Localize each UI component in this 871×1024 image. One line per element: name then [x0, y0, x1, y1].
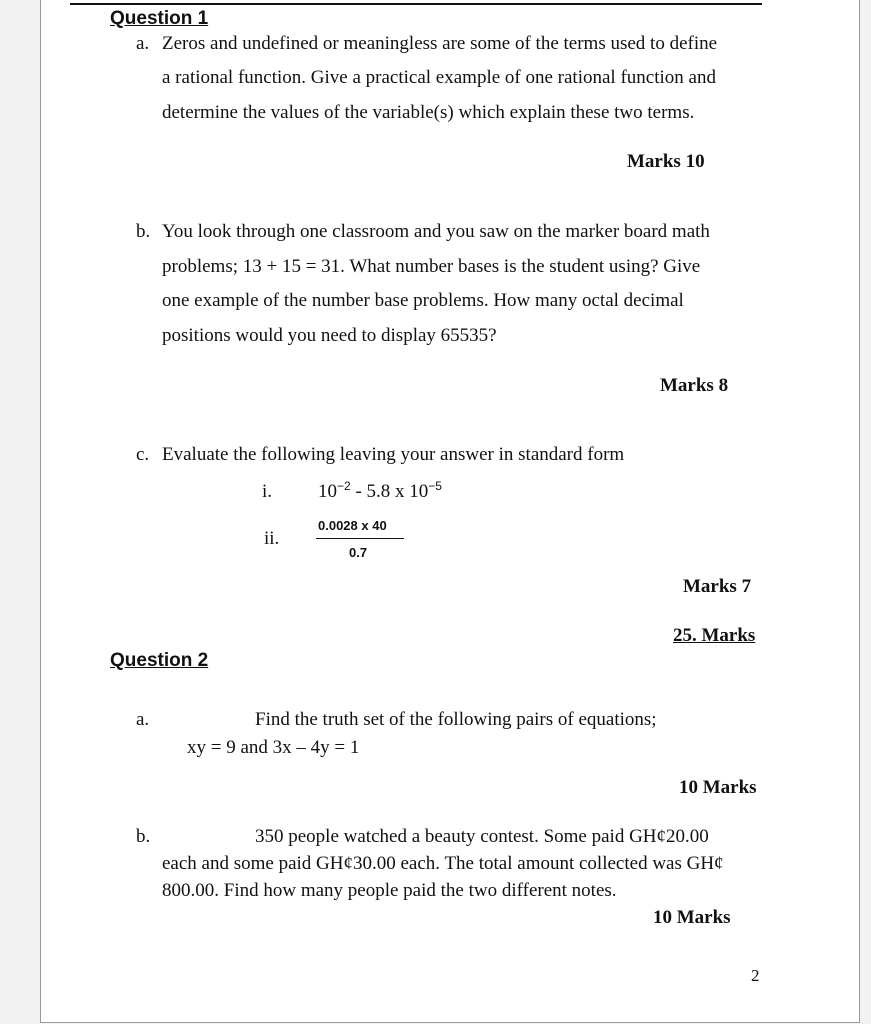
top-rule [70, 3, 762, 5]
fraction-bar [316, 538, 404, 539]
q2b-line-3: 800.00. Find how many people paid the two different notes. [162, 880, 617, 901]
page-number: 2 [751, 966, 760, 985]
q1a-line-3: determine the values of the variable(s) which explain these two terms. [162, 102, 695, 123]
q1b-marks: Marks 8 [660, 375, 729, 396]
q1b-line-1: You look through one classroom and you saw on the marker board math [162, 221, 710, 242]
q1b-line-3: one example of the number base problems. How many octal decimal [162, 290, 684, 311]
fraction-denominator: 0.7 [349, 545, 368, 560]
q2b-label: b. [136, 826, 151, 847]
q2a-line-1: Find the truth set of the following pairs of equations; [255, 709, 657, 730]
q1c-marks: Marks 7 [683, 576, 752, 597]
q1a-line-2: a rational function. Give a practical example of one rational function and [162, 67, 716, 88]
q1c-label: c. [136, 444, 150, 465]
exp-power-2: −5 [428, 479, 442, 493]
q1c-item-i-label: i. [262, 481, 273, 502]
fraction-numerator: 0.0028 x 40 [318, 518, 387, 533]
q1a-label: a. [136, 33, 150, 54]
q1-total-marks: 25. Marks [673, 625, 756, 646]
exp-base-2: 10 [409, 481, 429, 502]
q1c-line: Evaluate the following leaving your answer in standard form [162, 444, 625, 465]
q2b-line-1: 350 people watched a beauty contest. Some paid GH¢20.00 [255, 826, 709, 847]
question-1-heading: Question 1 [110, 8, 209, 29]
q2a-line-2: xy = 9 and 3x – 4y = 1 [187, 737, 360, 758]
q1a-line-1: Zeros and undefined or meaningless are some of the terms used to define [162, 33, 718, 54]
exp-middle: - 5.8 x [350, 481, 410, 502]
q2a-label: a. [136, 709, 150, 730]
q1a-marks: Marks 10 [627, 151, 705, 172]
q1c-item-ii-label: ii. [264, 528, 280, 549]
question-2-heading: Question 2 [110, 650, 209, 671]
q2a-marks: 10 Marks [679, 777, 757, 798]
q1c-item-i-expression [318, 481, 442, 503]
q1b-label: b. [136, 221, 151, 242]
q2b-line-2: each and some paid GH¢30.00 each. The total amount collected was GH¢ [162, 853, 724, 874]
q2b-marks: 10 Marks [653, 907, 731, 928]
q1b-line-4: positions would you need to display 65535? [162, 325, 497, 346]
q1b-line-2: problems; 13 + 15 = 31. What number bases is the student using? Give [162, 256, 701, 277]
exp-power-1: −2 [337, 479, 351, 493]
exp-base-1: 10 [318, 481, 337, 502]
